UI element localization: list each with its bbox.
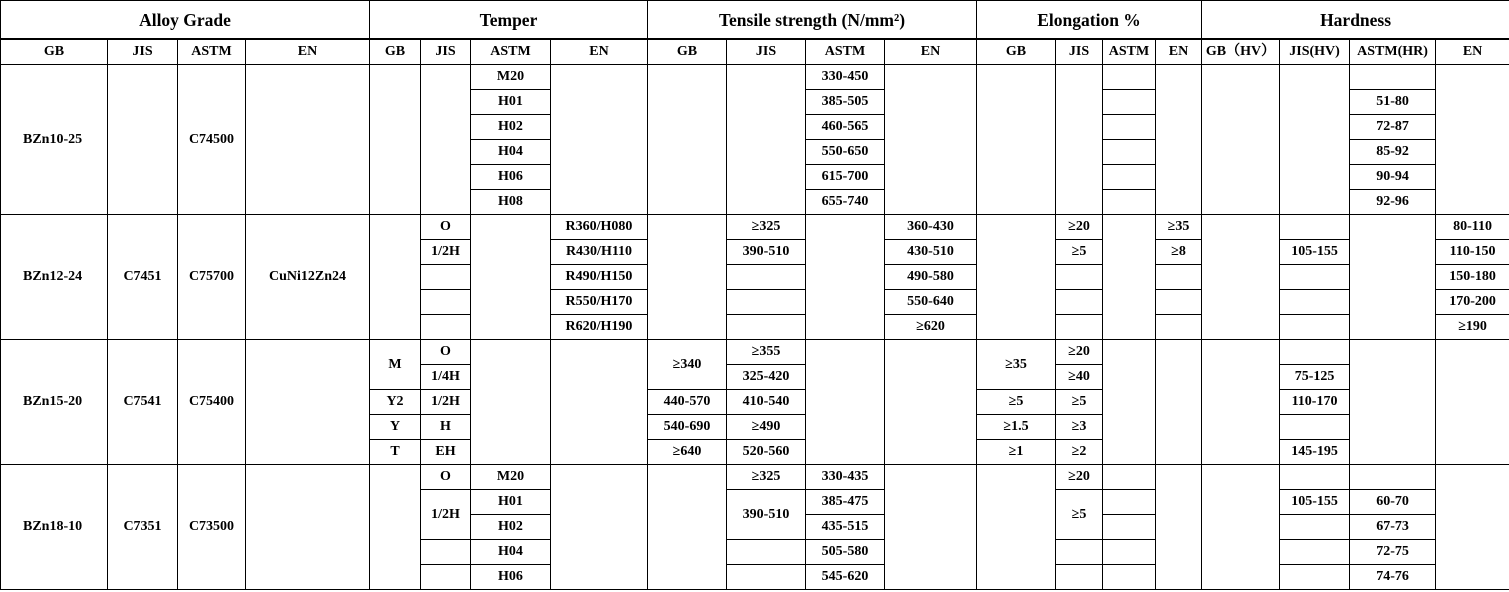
hardness-jis-cell xyxy=(1280,515,1350,540)
temper-jis-cell xyxy=(421,540,471,565)
temper-gb-cell: M xyxy=(370,340,421,390)
tensile-jis-cell xyxy=(727,265,806,290)
temper-astm-cell: H04 xyxy=(471,540,551,565)
elongation-en-cell xyxy=(1156,465,1202,590)
tensile-astm-cell xyxy=(806,215,885,340)
hardness-en-cell: ≥190 xyxy=(1436,315,1509,340)
sub-header: EN xyxy=(885,39,977,65)
tensile-astm-cell: 435-515 xyxy=(806,515,885,540)
temper-jis-cell: 1/2H xyxy=(421,240,471,265)
tensile-astm-cell: 655-740 xyxy=(806,190,885,215)
alloy-grade-en: CuNi12Zn24 xyxy=(246,215,370,340)
alloy-grade-jis: C7351 xyxy=(108,465,178,590)
elongation-astm-cell xyxy=(1103,140,1156,165)
hardness-astm-cell xyxy=(1350,465,1436,490)
table-row xyxy=(1,340,1509,365)
elongation-jis-cell: ≥5 xyxy=(1056,240,1103,265)
elongation-en-cell xyxy=(1156,340,1202,465)
sub-header: EN xyxy=(1436,39,1509,65)
elongation-en-cell xyxy=(1156,315,1202,340)
alloy-grade-gb: BZn15-20 xyxy=(1,340,108,465)
temper-gb-cell: Y xyxy=(370,415,421,440)
temper-astm-cell: H01 xyxy=(471,90,551,115)
elongation-jis-cell: ≥2 xyxy=(1056,440,1103,465)
temper-en-cell: R430/H110 xyxy=(551,240,648,265)
temper-en-cell: R550/H170 xyxy=(551,290,648,315)
hardness-astm-cell xyxy=(1350,340,1436,465)
elongation-astm-cell xyxy=(1103,90,1156,115)
elongation-jis-cell xyxy=(1056,65,1103,215)
elongation-en-cell xyxy=(1156,65,1202,215)
tensile-astm-cell: 330-435 xyxy=(806,465,885,490)
tensile-gb-cell: ≥640 xyxy=(648,440,727,465)
tensile-gb-cell: ≥340 xyxy=(648,340,727,390)
hardness-astm-cell: 51-80 xyxy=(1350,90,1436,115)
hardness-jis-cell: 105-155 xyxy=(1280,240,1350,265)
temper-astm-cell: M20 xyxy=(471,65,551,90)
sub-header: GB（HV） xyxy=(1202,39,1280,65)
sub-header: EN xyxy=(246,39,370,65)
alloy-grade-en xyxy=(246,340,370,465)
hardness-gb-cell xyxy=(1202,465,1280,590)
hardness-gb-cell xyxy=(1202,215,1280,340)
temper-astm-cell: H08 xyxy=(471,190,551,215)
elongation-astm-cell xyxy=(1103,65,1156,90)
hardness-jis-cell xyxy=(1280,565,1350,590)
temper-astm-cell xyxy=(471,215,551,340)
temper-jis-cell xyxy=(421,265,471,290)
temper-jis-cell: 1/4H xyxy=(421,365,471,390)
hardness-jis-cell: 105-155 xyxy=(1280,490,1350,515)
temper-jis-cell xyxy=(421,315,471,340)
tensile-astm-cell: 385-475 xyxy=(806,490,885,515)
alloy-grade-astm: C74500 xyxy=(178,65,246,215)
temper-jis-cell: 1/2H xyxy=(421,490,471,540)
hardness-jis-cell xyxy=(1280,465,1350,490)
elongation-jis-cell: ≥5 xyxy=(1056,490,1103,540)
sub-header: GB xyxy=(648,39,727,65)
temper-gb-cell xyxy=(370,215,421,340)
hardness-en-cell: 150-180 xyxy=(1436,265,1509,290)
alloy-grade-gb: BZn18-10 xyxy=(1,465,108,590)
hardness-en-cell: 110-150 xyxy=(1436,240,1509,265)
temper-en-cell: R360/H080 xyxy=(551,215,648,240)
elongation-jis-cell: ≥5 xyxy=(1056,390,1103,415)
elongation-en-cell xyxy=(1156,290,1202,315)
sub-header: EN xyxy=(551,39,648,65)
tensile-en-cell: 360-430 xyxy=(885,215,977,240)
tensile-en-cell: 490-580 xyxy=(885,265,977,290)
tensile-en-cell: 430-510 xyxy=(885,240,977,265)
sub-header: EN xyxy=(1156,39,1202,65)
elongation-jis-cell xyxy=(1056,540,1103,565)
elongation-astm-cell xyxy=(1103,340,1156,465)
alloy-grade-astm: C75400 xyxy=(178,340,246,465)
hardness-jis-cell xyxy=(1280,290,1350,315)
hardness-gb-cell xyxy=(1202,65,1280,215)
tensile-astm-cell xyxy=(806,340,885,465)
temper-jis-cell: O xyxy=(421,215,471,240)
group-header-temper: Temper xyxy=(370,1,648,40)
temper-gb-cell: Y2 xyxy=(370,390,421,415)
sub-header: ASTM xyxy=(178,39,246,65)
temper-gb-cell: T xyxy=(370,440,421,465)
hardness-astm-cell: 92-96 xyxy=(1350,190,1436,215)
hardness-astm-cell xyxy=(1350,215,1436,340)
elongation-jis-cell: ≥20 xyxy=(1056,215,1103,240)
temper-en-cell xyxy=(551,65,648,215)
hardness-jis-cell xyxy=(1280,215,1350,240)
tensile-jis-cell: 390-510 xyxy=(727,490,806,540)
elongation-en-cell: ≥8 xyxy=(1156,240,1202,265)
hardness-jis-cell: 110-170 xyxy=(1280,390,1350,415)
hardness-jis-cell xyxy=(1280,340,1350,365)
sub-header: JIS xyxy=(421,39,471,65)
temper-astm-cell: H01 xyxy=(471,490,551,515)
tensile-jis-cell: ≥490 xyxy=(727,415,806,440)
elongation-astm-cell xyxy=(1103,540,1156,565)
elongation-astm-cell xyxy=(1103,515,1156,540)
tensile-jis-cell: ≥355 xyxy=(727,340,806,365)
elongation-gb-cell xyxy=(977,215,1056,340)
tensile-astm-cell: 505-580 xyxy=(806,540,885,565)
temper-gb-cell xyxy=(370,465,421,590)
tensile-astm-cell: 550-650 xyxy=(806,140,885,165)
group-header-alloy-grade: Alloy Grade xyxy=(1,1,370,40)
hardness-astm-cell: 72-87 xyxy=(1350,115,1436,140)
hardness-en-cell xyxy=(1436,65,1509,215)
temper-jis-cell xyxy=(421,565,471,590)
elongation-gb-cell: ≥5 xyxy=(977,390,1056,415)
elongation-astm-cell xyxy=(1103,190,1156,215)
group-header-row xyxy=(1,1,1509,40)
temper-jis-cell: H xyxy=(421,415,471,440)
hardness-jis-cell xyxy=(1280,540,1350,565)
elongation-gb-cell xyxy=(977,465,1056,590)
hardness-astm-cell: 60-70 xyxy=(1350,490,1436,515)
temper-jis-cell xyxy=(421,290,471,315)
elongation-jis-cell: ≥40 xyxy=(1056,365,1103,390)
alloy-grade-astm: C75700 xyxy=(178,215,246,340)
hardness-en-cell: 170-200 xyxy=(1436,290,1509,315)
hardness-jis-cell xyxy=(1280,415,1350,440)
tensile-en-cell xyxy=(885,465,977,590)
temper-jis-cell: EH xyxy=(421,440,471,465)
group-header-tensile-strength: Tensile strength (N/mm²) xyxy=(648,1,977,40)
hardness-astm-cell: 85-92 xyxy=(1350,140,1436,165)
tensile-jis-cell xyxy=(727,65,806,215)
tensile-jis-cell: 325-420 xyxy=(727,365,806,390)
tensile-jis-cell xyxy=(727,540,806,565)
elongation-gb-cell: ≥1 xyxy=(977,440,1056,465)
hardness-astm-cell: 72-75 xyxy=(1350,540,1436,565)
hardness-jis-cell: 145-195 xyxy=(1280,440,1350,465)
elongation-jis-cell xyxy=(1056,290,1103,315)
alloy-grade-gb: BZn12-24 xyxy=(1,215,108,340)
hardness-jis-cell: 75-125 xyxy=(1280,365,1350,390)
tensile-jis-cell: ≥325 xyxy=(727,215,806,240)
tensile-en-cell xyxy=(885,65,977,215)
table-row xyxy=(1,65,1509,90)
sub-header: ASTM xyxy=(806,39,885,65)
tensile-jis-cell xyxy=(727,290,806,315)
elongation-astm-cell xyxy=(1103,165,1156,190)
sub-header-row xyxy=(1,39,1509,65)
tensile-astm-cell: 545-620 xyxy=(806,565,885,590)
sub-header: ASTM xyxy=(1103,39,1156,65)
tensile-gb-cell xyxy=(648,215,727,340)
tensile-gb-cell xyxy=(648,65,727,215)
table-row xyxy=(1,465,1509,490)
table-row xyxy=(1,215,1509,240)
sub-header: GB xyxy=(977,39,1056,65)
sub-header: JIS xyxy=(727,39,806,65)
hardness-jis-cell xyxy=(1280,65,1350,215)
elongation-jis-cell xyxy=(1056,315,1103,340)
tensile-en-cell: 550-640 xyxy=(885,290,977,315)
alloy-grade-jis: C7541 xyxy=(108,340,178,465)
tensile-astm-cell: 460-565 xyxy=(806,115,885,140)
temper-en-cell: R490/H150 xyxy=(551,265,648,290)
alloy-grade-en xyxy=(246,65,370,215)
elongation-gb-cell xyxy=(977,65,1056,215)
sub-header: JIS(HV) xyxy=(1280,39,1350,65)
temper-gb-cell xyxy=(370,65,421,215)
temper-astm-cell: H04 xyxy=(471,140,551,165)
elongation-astm-cell xyxy=(1103,565,1156,590)
temper-astm-cell: M20 xyxy=(471,465,551,490)
group-header-hardness: Hardness xyxy=(1202,1,1509,40)
alloy-grade-jis: C7451 xyxy=(108,215,178,340)
elongation-en-cell: ≥35 xyxy=(1156,215,1202,240)
hardness-jis-cell xyxy=(1280,265,1350,290)
temper-astm-cell: H06 xyxy=(471,565,551,590)
temper-astm-cell: H06 xyxy=(471,165,551,190)
elongation-jis-cell xyxy=(1056,265,1103,290)
elongation-astm-cell xyxy=(1103,215,1156,340)
temper-astm-cell xyxy=(471,340,551,465)
hardness-astm-cell xyxy=(1350,65,1436,90)
temper-astm-cell: H02 xyxy=(471,115,551,140)
tensile-jis-cell: ≥325 xyxy=(727,465,806,490)
group-header-elongation: Elongation % xyxy=(977,1,1202,40)
elongation-astm-cell xyxy=(1103,465,1156,490)
tensile-gb-cell xyxy=(648,465,727,590)
temper-en-cell: R620/H190 xyxy=(551,315,648,340)
alloy-grade-jis xyxy=(108,65,178,215)
elongation-jis-cell: ≥20 xyxy=(1056,465,1103,490)
sub-header: GB xyxy=(370,39,421,65)
hardness-astm-cell: 74-76 xyxy=(1350,565,1436,590)
hardness-astm-cell: 67-73 xyxy=(1350,515,1436,540)
temper-jis-cell: O xyxy=(421,340,471,365)
temper-jis-cell xyxy=(421,65,471,215)
elongation-astm-cell xyxy=(1103,490,1156,515)
sub-header: GB xyxy=(1,39,108,65)
tensile-en-cell: ≥620 xyxy=(885,315,977,340)
sub-header: ASTM(HR) xyxy=(1350,39,1436,65)
temper-en-cell xyxy=(551,340,648,465)
elongation-en-cell xyxy=(1156,265,1202,290)
hardness-gb-cell xyxy=(1202,340,1280,465)
sub-header: JIS xyxy=(1056,39,1103,65)
elongation-jis-cell: ≥3 xyxy=(1056,415,1103,440)
alloy-grade-gb: BZn10-25 xyxy=(1,65,108,215)
tensile-astm-cell: 385-505 xyxy=(806,90,885,115)
alloy-grade-astm: C73500 xyxy=(178,465,246,590)
tensile-en-cell xyxy=(885,340,977,465)
tensile-gb-cell: 540-690 xyxy=(648,415,727,440)
sub-header: ASTM xyxy=(471,39,551,65)
tensile-jis-cell: 520-560 xyxy=(727,440,806,465)
temper-en-cell xyxy=(551,465,648,590)
temper-jis-cell: O xyxy=(421,465,471,490)
tensile-jis-cell: 410-540 xyxy=(727,390,806,415)
elongation-jis-cell xyxy=(1056,565,1103,590)
hardness-en-cell: 80-110 xyxy=(1436,215,1509,240)
hardness-jis-cell xyxy=(1280,315,1350,340)
tensile-astm-cell: 615-700 xyxy=(806,165,885,190)
hardness-astm-cell: 90-94 xyxy=(1350,165,1436,190)
tensile-jis-cell xyxy=(727,315,806,340)
sub-header: JIS xyxy=(108,39,178,65)
elongation-jis-cell: ≥20 xyxy=(1056,340,1103,365)
temper-jis-cell: 1/2H xyxy=(421,390,471,415)
hardness-en-cell xyxy=(1436,340,1509,465)
temper-astm-cell: H02 xyxy=(471,515,551,540)
tensile-astm-cell: 330-450 xyxy=(806,65,885,90)
hardness-en-cell xyxy=(1436,465,1509,590)
tensile-gb-cell: 440-570 xyxy=(648,390,727,415)
tensile-jis-cell xyxy=(727,565,806,590)
elongation-astm-cell xyxy=(1103,115,1156,140)
tensile-jis-cell: 390-510 xyxy=(727,240,806,265)
elongation-gb-cell: ≥1.5 xyxy=(977,415,1056,440)
elongation-gb-cell: ≥35 xyxy=(977,340,1056,390)
alloy-grade-en xyxy=(246,465,370,590)
